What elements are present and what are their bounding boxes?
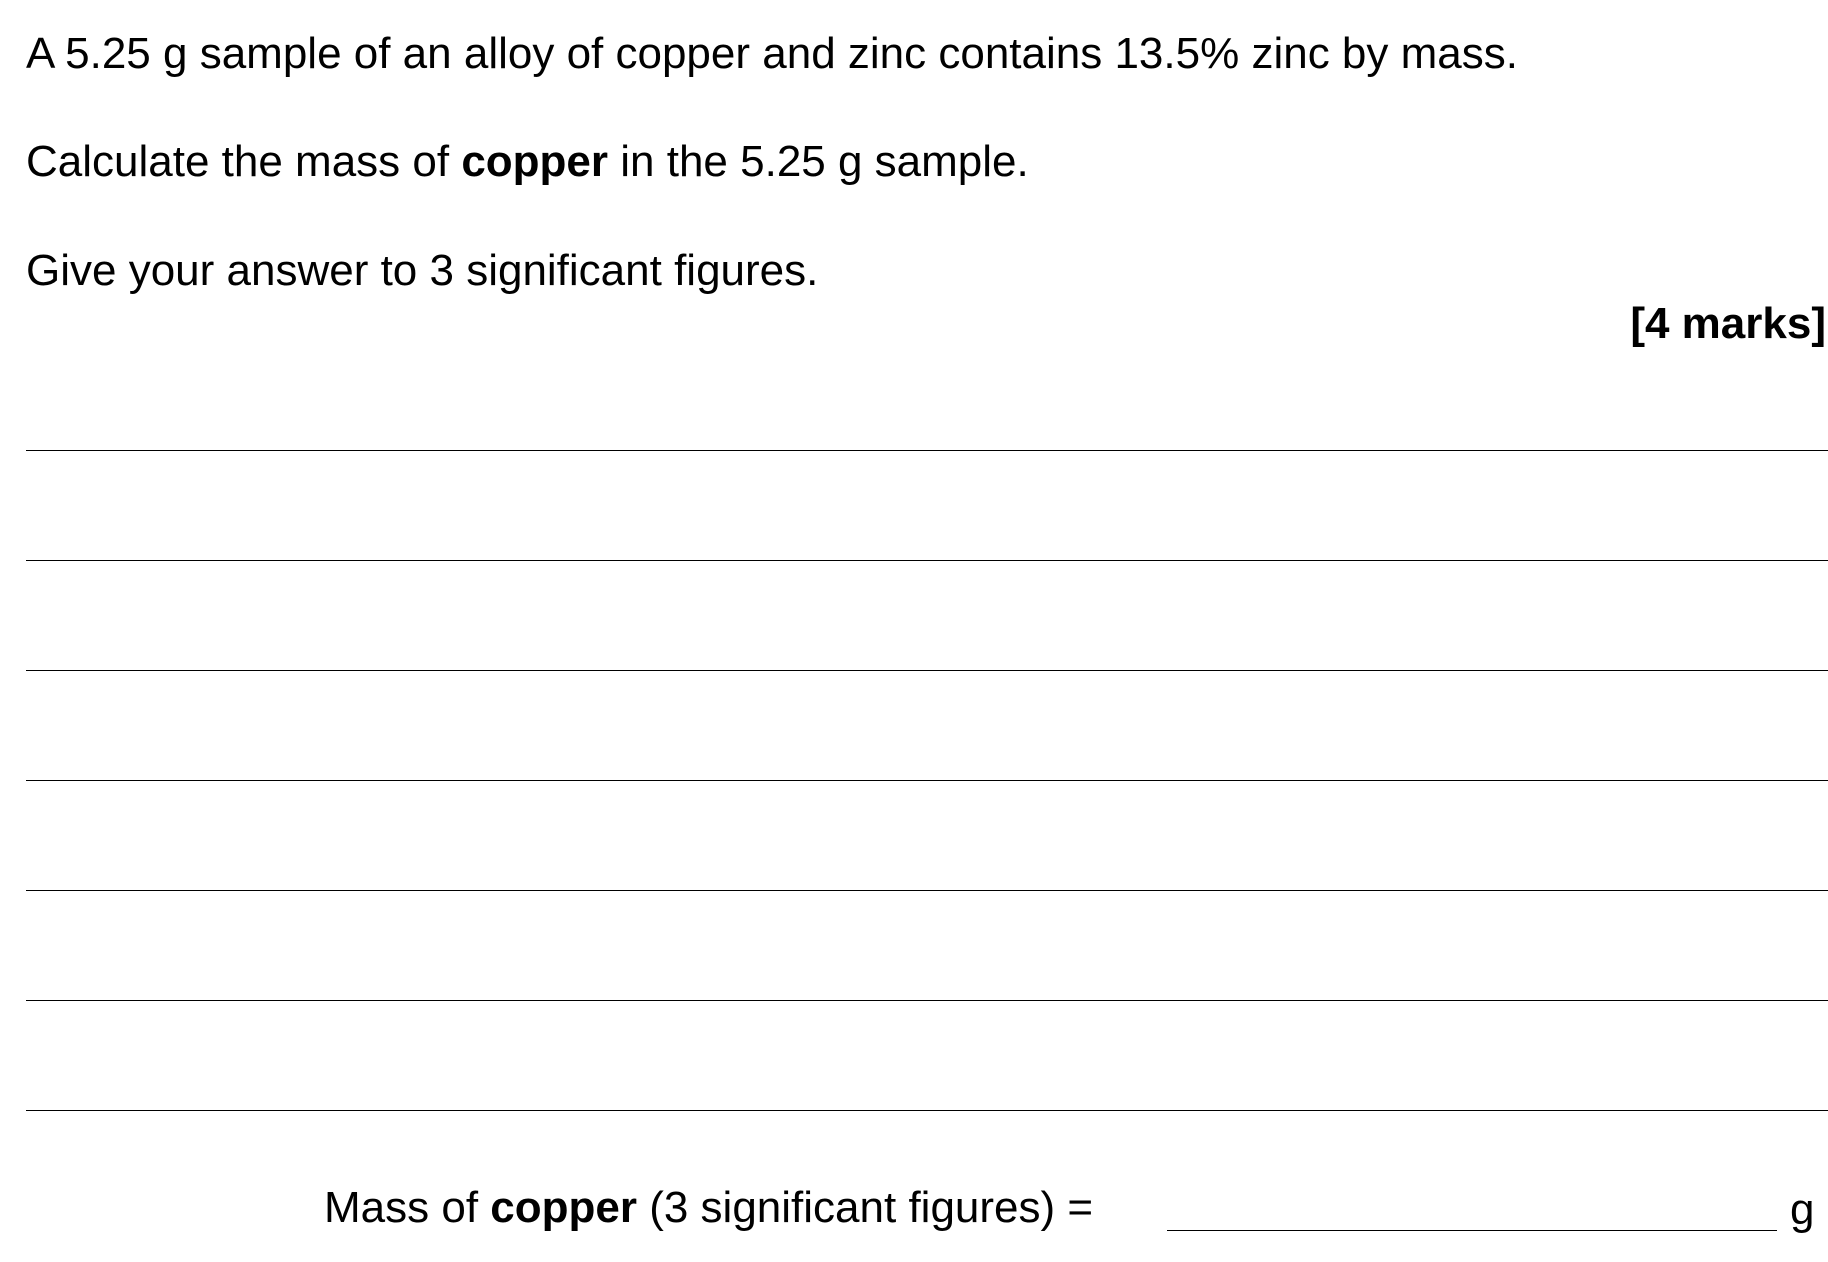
question-statement: A 5.25 g sample of an alloy of copper and zinc contains 13.5% zinc by mass. — [26, 29, 1518, 78]
working-line-6 — [26, 1000, 1828, 1001]
answer-label — [324, 1183, 1094, 1232]
answer-label-end: (3 significant figures) = — [636, 1183, 1094, 1232]
marks-badge: [4 marks] — [1630, 299, 1826, 348]
working-line-4 — [26, 780, 1828, 781]
working-area[interactable] — [26, 380, 1828, 1120]
working-line-1 — [26, 450, 1828, 451]
working-line-5 — [26, 890, 1828, 891]
answer-unit: g — [1790, 1185, 1815, 1234]
instruction-emphasis: copper — [461, 137, 609, 186]
working-line-3 — [26, 670, 1828, 671]
working-line-7 — [26, 1110, 1828, 1111]
answer-label-start: Mass of — [324, 1183, 491, 1232]
working-line-2 — [26, 560, 1828, 561]
precision-instruction: Give your answer to 3 significant figures. — [26, 246, 819, 295]
instruction-text-end: in the 5.25 g sample. — [608, 137, 1029, 186]
answer-underline — [1167, 1230, 1777, 1231]
instruction-text-start: Calculate the mass of — [26, 137, 462, 186]
answer-label-emphasis: copper — [490, 1183, 637, 1232]
answer-input[interactable] — [1167, 1180, 1777, 1228]
question-instruction — [26, 137, 1029, 186]
